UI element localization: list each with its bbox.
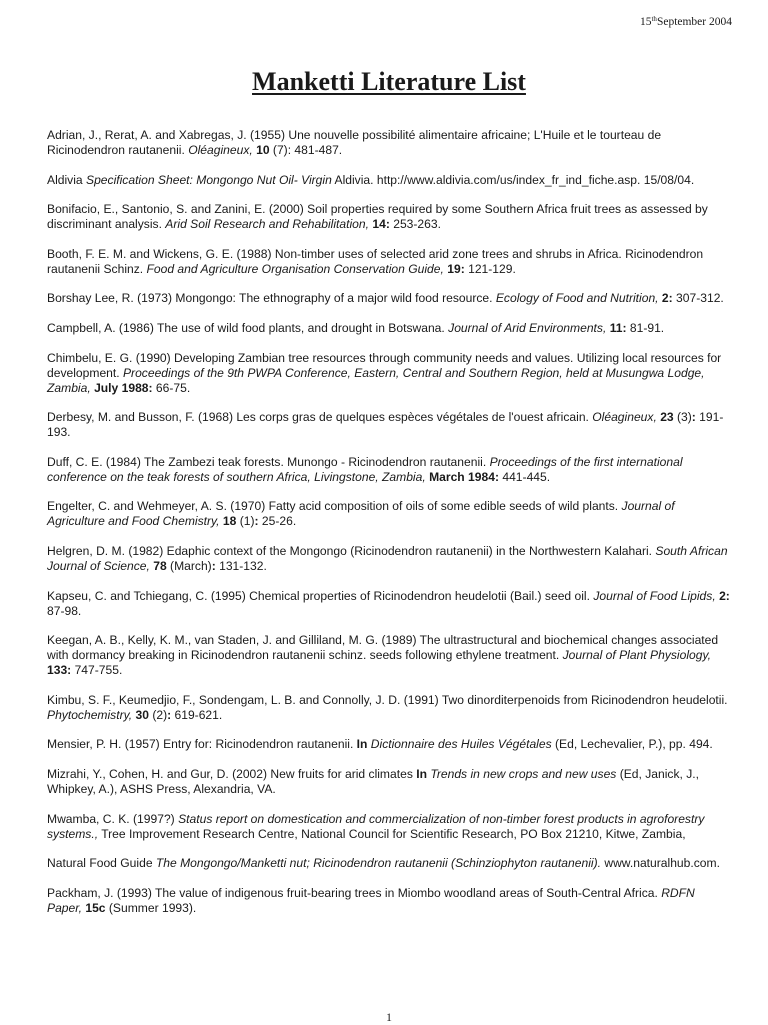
reference-text: www.naturalhub.com. xyxy=(600,856,720,871)
reference-entry xyxy=(47,247,731,277)
reference-bold-text: 10 xyxy=(256,143,270,157)
reference-text: Borshay Lee, R. (1973) Mongongo: The ethnography of a major wild food resource. xyxy=(47,291,496,306)
reference-bold-text: In xyxy=(416,766,427,781)
reference-bold-text: 2: xyxy=(719,588,730,603)
reference-bold-text: July 1988: xyxy=(94,380,153,395)
reference-bold-text: 78 xyxy=(153,558,167,573)
reference-text: Kimbu, S. F., Keumedjio, F., Sondengam, L. B. and Connolly, J. D. (1991) Two dinorditerpenoids from Ricinodendron heudelotii. xyxy=(47,692,728,707)
reference-entry xyxy=(47,589,731,619)
reference-text: 131-132. xyxy=(215,558,267,573)
reference-text: (March) xyxy=(166,558,212,573)
reference-bold-text: 19: xyxy=(447,261,465,276)
reference-italic-text: Phytochemistry, xyxy=(47,707,133,722)
reference-text: (Ed, Janick, J., Whipkey, A.), ASHS Press, Alexandria, VA. xyxy=(47,766,700,796)
reference-text: Adrian, J., Rerat, A. and Xabregas, J. (1955) Une nouvelle possibilité alimentaire africaine; L'Huile et le tourteau de Ricinodendron rautanenii. xyxy=(47,128,662,157)
reference-entry xyxy=(47,886,731,916)
reference-text: Chimbelu, E. G. (1990) Developing Zambian tree resources through community needs and values. Utilizing local resources for development. xyxy=(47,350,722,380)
reference-list xyxy=(47,128,731,930)
reference-text: Natural Food Guide xyxy=(47,856,156,871)
reference-bold-text: 23 xyxy=(660,410,674,425)
reference-entry xyxy=(47,544,731,574)
reference-entry xyxy=(47,173,731,188)
reference-italic-text: Journal of Agriculture and Food Chemistry, xyxy=(47,499,675,529)
reference-text: Duff, C. E. (1984) The Zambezi teak forests. Munongo - Ricinodendron rautanenii. xyxy=(47,454,490,469)
reference-entry xyxy=(47,633,731,678)
reference-text: (7): 481-487. xyxy=(269,143,343,157)
reference-italic-text: The Mongongo/Manketti nut; Ricinodendron rautanenii (Schinziophyton rautanenii). xyxy=(155,856,601,871)
reference-entry xyxy=(47,693,731,723)
reference-italic-text: Arid Soil Research and Rehabilitation, xyxy=(165,217,369,232)
reference-entry xyxy=(47,455,731,485)
reference-text: (1) xyxy=(236,514,255,529)
reference-text: Keegan, A. B., Kelly, K. M., van Staden, J. and Gilliland, M. G. (1989) The ultrastructural and biochemical changes associated with dormancy breaking in Ricinodendron rautanenii schinz. seeds following ethylene treatment. xyxy=(47,633,719,663)
reference-text: Kapseu, C. and Tchiegang, C. (1995) Chemical properties of Ricinodendron heudelotii (Bail.) seed oil. xyxy=(47,588,594,603)
page-number: 1 xyxy=(386,1010,392,1024)
reference-italic-text: RDFN Paper, xyxy=(47,885,695,915)
reference-text: 191-193. xyxy=(47,410,724,440)
reference-bold-text: In xyxy=(356,737,368,752)
reference-italic-text: Proceedings of the first international conference on the teak forests of southern Africa, Livingstone, Zambia, xyxy=(47,454,683,484)
reference-italic-text: Journal of Arid Environments, xyxy=(448,320,607,335)
reference-entry xyxy=(47,321,731,336)
reference-text: Helgren, D. M. (1982) Edaphic context of the Mongongo (Ricinodendron rautanenii) in the Northwestern Kalahari. xyxy=(47,543,656,558)
reference-text: Mwamba, C. K. (1997?) xyxy=(47,811,179,826)
reference-text: Derbesy, M. and Busson, F. (1968) Les corps gras de quelques espèces végétales de l'ouest africain. xyxy=(47,410,593,425)
reference-text: 121-129. xyxy=(464,261,516,276)
reference-text: Engelter, C. and Wehmeyer, A. S. (1970) Fatty acid composition of oils of some edible seeds of wild plants. xyxy=(47,499,622,514)
reference-italic-text: Dictionnaire des Huiles Végétales xyxy=(370,737,552,752)
reference-italic-text: Food and Agriculture Organisation Conservation Guide, xyxy=(146,261,444,276)
reference-entry xyxy=(47,410,731,440)
reference-text: (2) xyxy=(148,707,168,722)
reference-entry xyxy=(47,812,731,842)
reference-text: Campbell, A. (1986) The use of wild food plants, and drought in Botswana. xyxy=(47,320,449,335)
reference-italic-text: Trends in new crops and new uses xyxy=(430,766,617,781)
reference-text: 253-263. xyxy=(389,217,441,232)
reference-text: Mensier, P. H. (1957) Entry for: Ricinodendron rautanenii. xyxy=(47,737,357,752)
reference-text: Aldivia. http://www.aldivia.com/us/index_fr_ind_fiche.asp. 15/08/04. xyxy=(331,172,695,187)
date-month-year: September 2004 xyxy=(656,16,732,28)
reference-italic-text: Specification Sheet: Mongongo Nut Oil- Virgin xyxy=(86,172,332,187)
reference-entry xyxy=(47,856,731,871)
reference-text: Mizrahi, Y., Cohen, H. and Gur, D. (2002) New fruits for arid climates xyxy=(47,766,417,781)
reference-italic-text: Oléagineux, xyxy=(592,410,657,425)
reference-italic-text: Oléagineux, xyxy=(188,143,253,157)
date-ordinal-suffix: th xyxy=(651,15,657,23)
date-day: 15 xyxy=(639,16,652,28)
reference-text: (Summer 1993). xyxy=(105,900,197,915)
reference-bold-text: : xyxy=(254,514,259,529)
reference-text: Tree Improvement Research Centre, National Council for Scientific Research, PO Box 21210, Kitwe, Zambia, xyxy=(98,826,686,841)
reference-bold-text: 133: xyxy=(47,663,72,678)
reference-entry xyxy=(47,291,731,306)
reference-entry xyxy=(47,767,731,797)
document-date xyxy=(640,16,732,28)
reference-italic-text: Journal of Plant Physiology, xyxy=(562,648,711,663)
reference-bold-text: : xyxy=(691,410,696,425)
reference-bold-text: : xyxy=(211,558,216,573)
document-title: Manketti Literature List xyxy=(252,67,526,96)
reference-bold-text: : xyxy=(167,707,172,722)
reference-bold-text: 14: xyxy=(372,217,390,232)
reference-entry xyxy=(47,202,731,232)
reference-bold-text: 30 xyxy=(135,707,149,722)
reference-text: 441-445. xyxy=(499,469,551,484)
reference-text: Aldivia xyxy=(47,172,86,187)
reference-entry xyxy=(47,128,731,158)
reference-text: Bonifacio, E., Santonio, S. and Zanini, E. (2000) Soil properties required by some Southern Africa fruit trees as assessed by discriminant analysis. xyxy=(47,202,708,232)
reference-text: (Ed, Lechevalier, P.), pp. 494. xyxy=(551,737,713,752)
reference-bold-text: 11: xyxy=(609,320,627,335)
reference-bold-text: 15c xyxy=(85,900,106,915)
reference-entry xyxy=(47,351,731,396)
reference-text: 25-26. xyxy=(258,514,297,529)
reference-text: 66-75. xyxy=(152,380,191,395)
reference-text: Booth, F. E. M. and Wickens, G. E. (1988) Non-timber uses of selected arid zone trees and shrubs in Africa. Ricinodendron rautanenii Schinz. xyxy=(47,246,704,276)
reference-text: (3) xyxy=(673,410,692,425)
reference-bold-text: 2: xyxy=(661,291,673,306)
reference-text: 87-98. xyxy=(47,603,82,618)
reference-text: Packham, J. (1993) The value of indigenous fruit-bearing trees in Miombo woodland areas of South-Central Africa. xyxy=(47,885,662,900)
reference-bold-text: March 1984: xyxy=(429,469,499,484)
reference-text: 619-621. xyxy=(171,707,223,722)
reference-italic-text: Ecology of Food and Nutrition, xyxy=(495,291,659,306)
reference-italic-text: Proceedings of the 9th PWPA Conference, Eastern, Central and Southern Region, held at Musungwa Lodge, Zambia, xyxy=(47,365,705,395)
reference-bold-text: 18 xyxy=(222,514,237,529)
reference-italic-text: Status report on domestication and commercialization of non-timber forest products in agroforestry systems., xyxy=(47,811,705,841)
reference-text: 747-755. xyxy=(71,663,123,678)
reference-entry xyxy=(47,499,731,529)
reference-entry xyxy=(47,737,731,752)
reference-italic-text: South African Journal of Science, xyxy=(47,543,728,573)
reference-text: 81-91. xyxy=(626,320,665,335)
reference-text: 307-312. xyxy=(672,291,724,306)
reference-italic-text: Journal of Food Lipids, xyxy=(593,588,716,603)
